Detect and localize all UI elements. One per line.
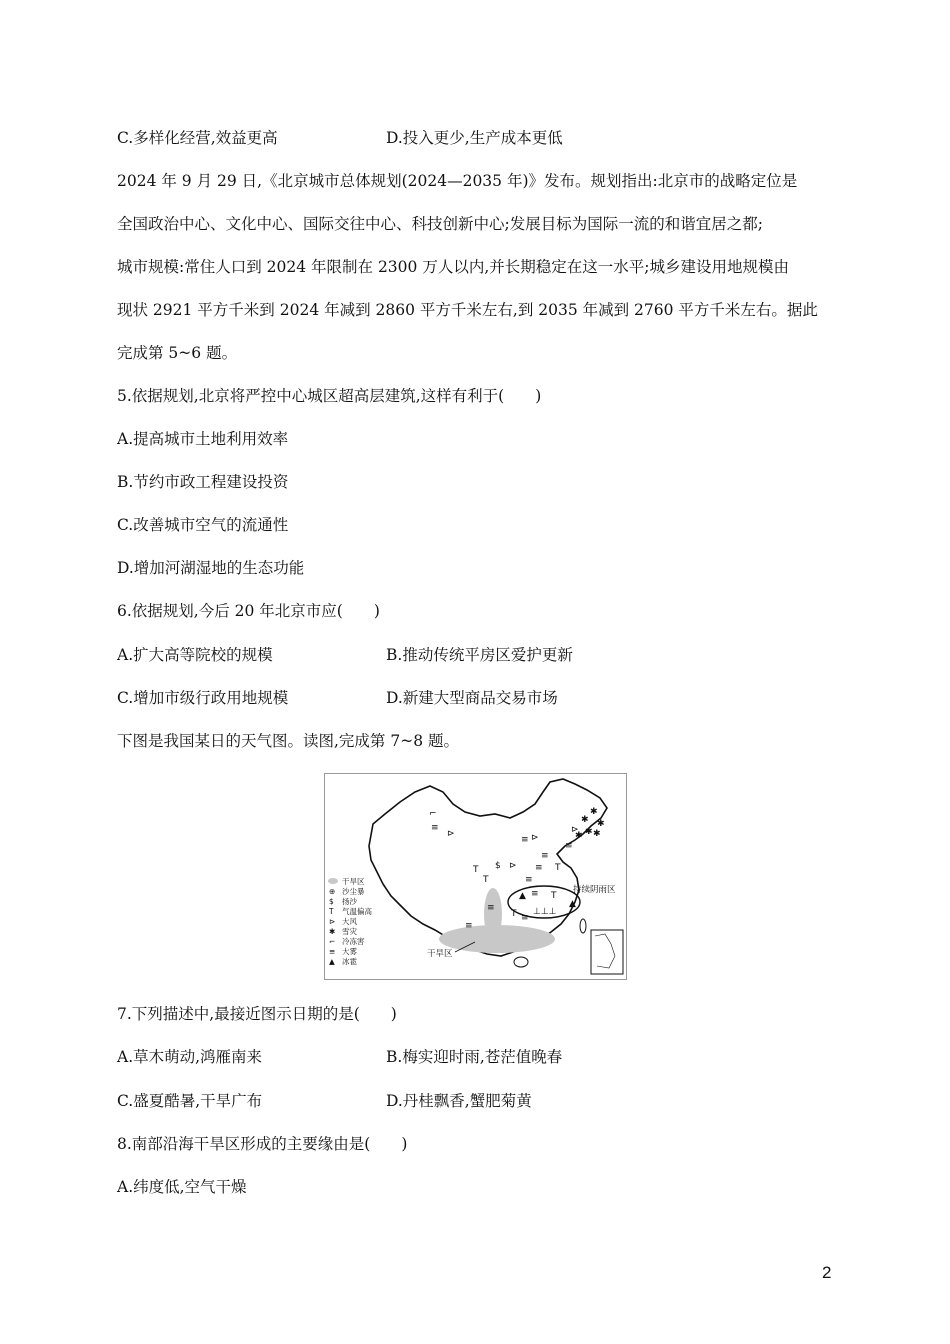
option-line <box>117 1090 532 1112</box>
svg-text:≡: ≡ <box>541 851 549 861</box>
svg-text:≡: ≡ <box>565 841 573 851</box>
svg-text:≡: ≡ <box>329 947 336 956</box>
map-legend <box>328 877 372 966</box>
svg-text:≡: ≡ <box>465 921 473 931</box>
option-d: D.投入更少,生产成本更低 <box>386 129 563 147</box>
option-a: A.提高城市土地利用效率 <box>117 430 289 448</box>
legend-item: 干旱区 <box>342 877 365 886</box>
svg-text:$: $ <box>329 897 334 906</box>
page-number: 2 <box>822 1263 832 1282</box>
snow-symbols <box>575 807 605 841</box>
option-d: D.增加河湖湿地的生态功能 <box>117 559 305 577</box>
svg-text:⊳: ⊳ <box>329 917 336 926</box>
svg-text:✱: ✱ <box>581 815 589 825</box>
option-line <box>117 127 563 149</box>
option-line <box>117 1046 563 1068</box>
svg-text:✱: ✱ <box>585 827 593 837</box>
svg-text:▲: ▲ <box>519 891 526 901</box>
option-line <box>117 644 573 666</box>
svg-text:T: T <box>483 875 489 885</box>
option-a: A.纬度低,空气干燥 <box>117 1178 247 1196</box>
figure-intro: 下图是我国某日的天气图。读图,完成第 7~8 题。 <box>117 732 459 750</box>
svg-text:≡: ≡ <box>431 823 439 833</box>
option-c: C.增加市级行政用地规模 <box>117 689 289 707</box>
legend-item: 沙尘暴 <box>342 887 365 896</box>
svg-text:T: T <box>329 907 334 916</box>
option-c: C.多样化经营,效益更高 <box>117 129 278 147</box>
passage-line: 全国政治中心、文化中心、国际交往中心、科技创新中心;发展目标为国际一流的和谐宜居之都; <box>117 215 763 233</box>
option-b: B.推动传统平房区爱护更新 <box>386 646 573 664</box>
rain-area-label: 持续阴雨区 <box>573 885 616 895</box>
legend-item: 雪灾 <box>342 927 357 936</box>
svg-text:✱: ✱ <box>590 807 598 817</box>
option-line <box>117 687 558 709</box>
svg-text:T: T <box>555 863 561 873</box>
svg-text:▲: ▲ <box>329 957 335 966</box>
svg-text:≡: ≡ <box>535 863 543 873</box>
svg-text:⊳: ⊳ <box>531 833 539 843</box>
drought-area-label: 干旱区 <box>427 949 453 959</box>
question-6: 6.依据规划,今后 20 年北京市应( ) <box>117 602 380 620</box>
svg-text:⊳: ⊳ <box>571 825 579 835</box>
legend-item: 扬沙 <box>342 897 357 906</box>
weather-map-figure <box>324 773 627 980</box>
option-d: D.新建大型商品交易市场 <box>386 689 558 707</box>
legend-item: 冰雹 <box>342 957 357 966</box>
passage-line: 现状 2921 平方千米到 2024 年减到 2860 平方千米左右,到 2035 年减到 2760 平方千米左右。据此 <box>117 301 818 319</box>
svg-text:⌐: ⌐ <box>429 809 437 819</box>
question-8: 8.南部沿海干旱区形成的主要缘由是( ) <box>117 1135 408 1153</box>
passage-line: 完成第 5~6 题。 <box>117 344 238 362</box>
svg-text:⊳: ⊳ <box>509 861 517 871</box>
hainan-island <box>514 957 528 967</box>
weather-map-svg <box>325 774 626 979</box>
taiwan-island <box>580 919 586 933</box>
legend-item: 大风 <box>342 917 357 926</box>
option-a: A.草木萌动,鸿雁南来 <box>117 1048 263 1066</box>
svg-text:✱: ✱ <box>575 831 583 841</box>
option-b: B.节约市政工程建设投资 <box>117 473 289 491</box>
svg-text:≡: ≡ <box>521 913 529 923</box>
drought-area-southwest <box>484 888 502 940</box>
svg-text:≡: ≡ <box>525 875 533 885</box>
question-5: 5.依据规划,北京将严控中心城区超高层建筑,这样有利于( ) <box>117 387 542 405</box>
svg-text:$: $ <box>495 861 501 871</box>
option-c: C.改善城市空气的流通性 <box>117 516 289 534</box>
option-d: D.丹桂飘香,蟹肥菊黄 <box>386 1092 532 1110</box>
svg-text:⊕: ⊕ <box>329 887 336 896</box>
svg-text:⊥⊥⊥: ⊥⊥⊥ <box>533 907 557 917</box>
question-7: 7.下列描述中,最接近图示日期的是( ) <box>117 1005 397 1023</box>
passage-line: 城市规模:常住人口到 2024 年限制在 2300 万人以内,并长期稳定在这一水平;城乡建设用地规模由 <box>117 258 789 276</box>
other-symbols <box>429 809 579 931</box>
svg-text:≡: ≡ <box>531 889 539 899</box>
svg-text:≡: ≡ <box>521 835 529 845</box>
legend-item: 大雾 <box>342 947 357 956</box>
legend-item: 冷冻害 <box>342 937 365 946</box>
svg-text:▲: ▲ <box>569 899 576 909</box>
option-a: A.扩大高等院校的规模 <box>117 646 273 664</box>
svg-text:✱: ✱ <box>593 829 601 839</box>
option-b: B.梅实迎时雨,苍茫值晚春 <box>386 1048 563 1066</box>
svg-text:≡: ≡ <box>487 903 495 913</box>
option-c: C.盛夏酷暑,干旱广布 <box>117 1092 263 1110</box>
legend-item: 气温偏高 <box>342 907 372 916</box>
svg-text:✱: ✱ <box>329 927 336 936</box>
svg-text:✱: ✱ <box>597 819 605 829</box>
svg-text:T: T <box>551 891 557 901</box>
svg-text:⌐: ⌐ <box>329 937 336 946</box>
svg-text:T: T <box>511 909 517 919</box>
svg-text:T: T <box>473 865 479 875</box>
svg-text:⊳: ⊳ <box>447 829 455 839</box>
passage-line: 2024 年 9 月 29 日,《北京城市总体规划(2024—2035 年)》发布。规划指出:北京市的战略定位是 <box>117 172 798 190</box>
